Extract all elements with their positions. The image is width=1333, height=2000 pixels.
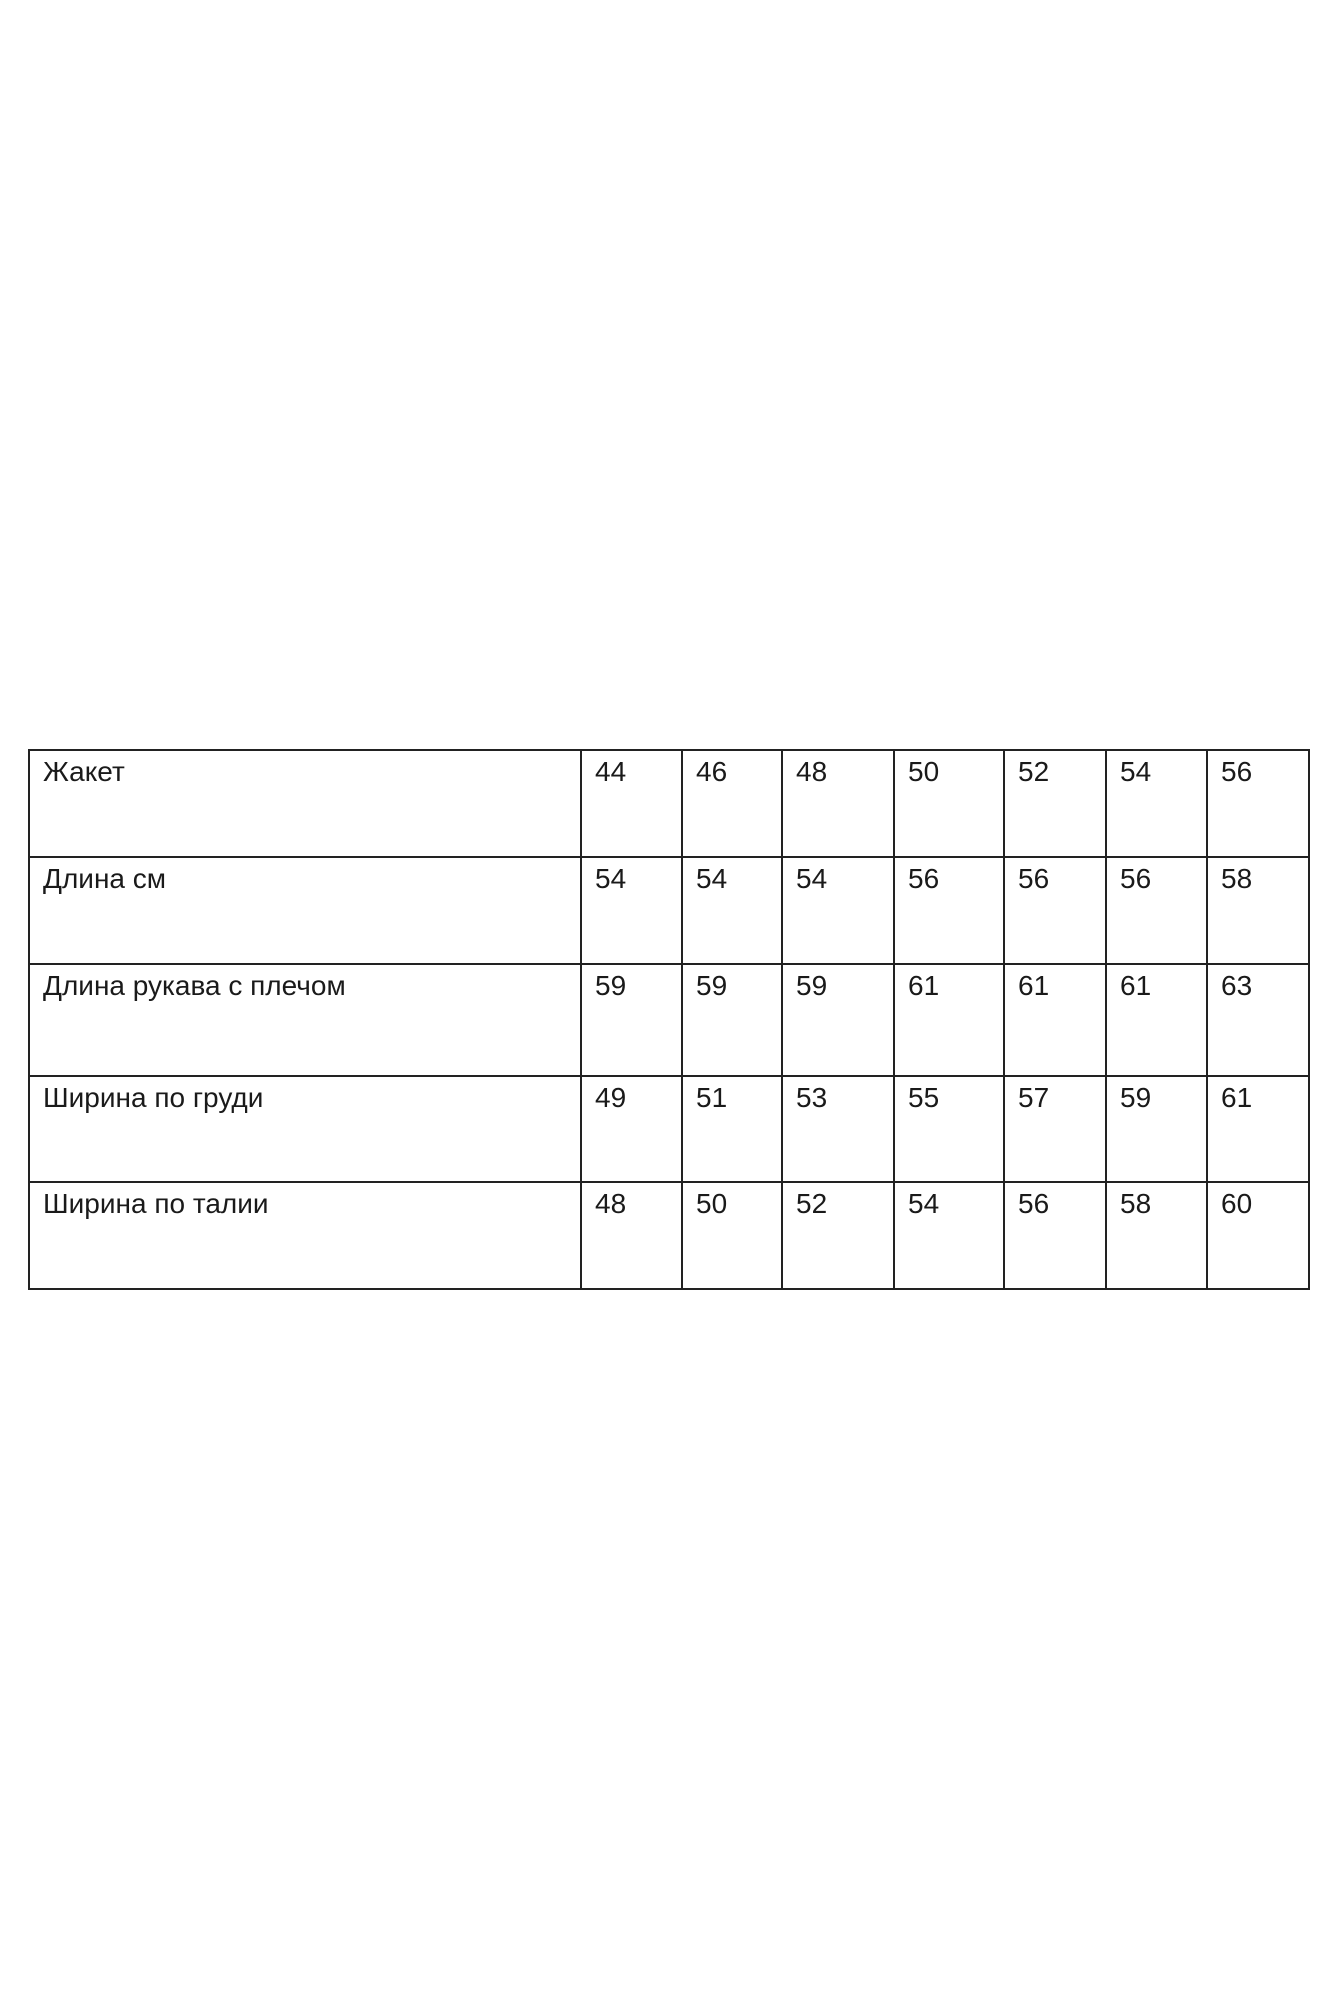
- table-cell: 57: [1004, 1076, 1106, 1182]
- table-cell: 56: [1207, 750, 1309, 857]
- size-table: [28, 749, 1310, 1290]
- table-cell: 49: [581, 1076, 682, 1182]
- table-cell: 63: [1207, 964, 1309, 1076]
- table-cell: 59: [581, 964, 682, 1076]
- table-cell: 54: [782, 857, 894, 964]
- table-row-size: [29, 750, 1309, 857]
- table-cell: 48: [782, 750, 894, 857]
- table-cell: 60: [1207, 1182, 1309, 1289]
- table-cell: 54: [1106, 750, 1207, 857]
- row-label: Длина рукава с плечом: [29, 964, 581, 1076]
- row-label: Ширина по груди: [29, 1076, 581, 1182]
- table-cell: 61: [1106, 964, 1207, 1076]
- table-cell: 61: [1207, 1076, 1309, 1182]
- table-cell: 56: [1004, 1182, 1106, 1289]
- table-cell: 56: [894, 857, 1004, 964]
- table-cell: 54: [682, 857, 782, 964]
- table-cell: 58: [1207, 857, 1309, 964]
- table-cell: 54: [894, 1182, 1004, 1289]
- row-label: Жакет: [29, 750, 581, 857]
- table-cell: 61: [894, 964, 1004, 1076]
- table-cell: 50: [894, 750, 1004, 857]
- table-cell: 56: [1004, 857, 1106, 964]
- table-cell: 59: [1106, 1076, 1207, 1182]
- row-label: Ширина по талии: [29, 1182, 581, 1289]
- table-row-length: [29, 857, 1309, 964]
- table-cell: 50: [682, 1182, 782, 1289]
- table-cell: 56: [1106, 857, 1207, 964]
- table-cell: 61: [1004, 964, 1106, 1076]
- table-cell: 58: [1106, 1182, 1207, 1289]
- table-cell: 52: [782, 1182, 894, 1289]
- table-row-chest-width: [29, 1076, 1309, 1182]
- table-cell: 51: [682, 1076, 782, 1182]
- table-cell: 55: [894, 1076, 1004, 1182]
- row-label: Длина см: [29, 857, 581, 964]
- table-cell: 46: [682, 750, 782, 857]
- table-cell: 54: [581, 857, 682, 964]
- table-cell: 52: [1004, 750, 1106, 857]
- table-cell: 44: [581, 750, 682, 857]
- table-row-sleeve-length: [29, 964, 1309, 1076]
- table-cell: 59: [782, 964, 894, 1076]
- table-row-waist-width: [29, 1182, 1309, 1289]
- table-cell: 59: [682, 964, 782, 1076]
- table-cell: 48: [581, 1182, 682, 1289]
- table-cell: 53: [782, 1076, 894, 1182]
